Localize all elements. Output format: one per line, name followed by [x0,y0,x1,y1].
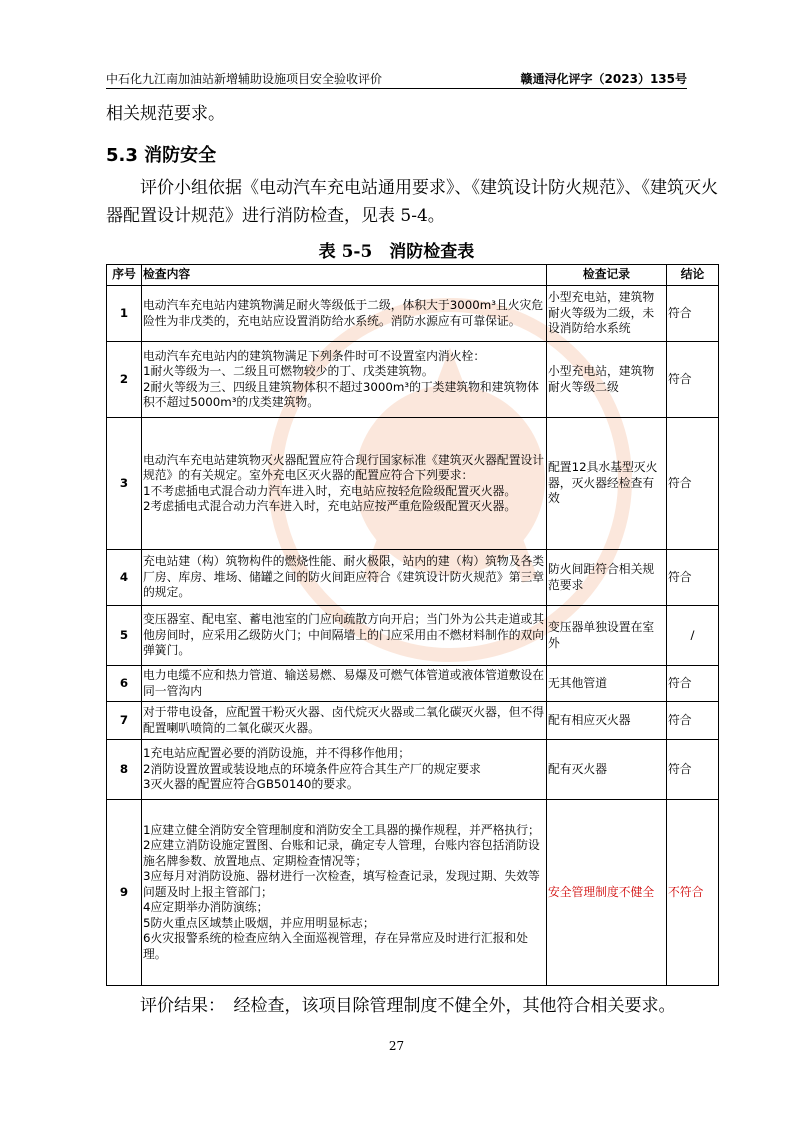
header-doc-number: 赣通浔化评字（2023）135号 [520,72,687,86]
table-row [107,800,719,986]
content-line: 4应定期举办消防演练； [143,900,269,915]
evaluation-result [106,994,736,1018]
content-line: 6火灾报警系统的检查应纳入全面巡视管理，存在异常应及时进行汇报和处理。 [143,931,529,961]
content-line: 2考虑插电式混合动力汽车进入时，充电站应按严重危险级配置灭火器。 [143,499,517,513]
row-number: 2 [107,342,142,418]
row-content [142,286,547,342]
table-row [107,666,719,702]
row-number: 6 [107,666,142,702]
row-number: 1 [107,286,142,342]
table-body [107,286,719,986]
table-row [107,702,719,740]
content-line: 1不考虑插电式混合动力汽车进入时，充电站应按轻危险级配置灭火器。 [143,483,517,498]
row-number: 8 [107,740,142,800]
row-content [142,606,547,666]
table-row [107,550,719,606]
row-number: 7 [107,702,142,740]
content-line: 电动汽车充电站内建筑物满足耐火等级低于二级，体积大于3000m³且火灾危险性为非戊类的，充电站应设置消防给水系统。消防水源应有可靠保证。 [143,298,544,328]
row-conclusion: 符合 [667,286,719,342]
row-conclusion: 符合 [667,418,719,550]
section-title: 消防安全 [144,145,217,166]
header-rule [106,88,687,89]
row-number: 9 [107,800,142,986]
row-number: 4 [107,550,142,606]
content-line: 电力电缆不应和热力管道、输送易燃、易爆及可燃气体管道或液体管道敷设在同一管沟内 [143,668,545,698]
content-line: 2耐火等级为三、四级且建筑物体积不超过3000m³的丁类建筑物和建筑物体积不超过5000m³的戊类建筑物。 [143,379,539,409]
table-row [107,606,719,666]
row-content [142,418,547,550]
content-line: 1充电站应配置必要的消防设施，并不得移作他用； [143,746,411,761]
content-line: 对于带电设备，应配置干粉灭火器、卤代烷灭火器或二氧化碳灭火器，但不得配置喇叭喷筒的二氧化碳灭火器。 [143,705,545,735]
header-no: 序号 [107,265,142,286]
header-conclusion: 结论 [667,265,719,286]
result-text: 评价结果： 经检查，该项目除管理制度不健全外，其他符合相关要求。 [140,996,676,1016]
content-line: 电动汽车充电站内的建筑物满足下列条件时可不设置室内消火栓： [143,348,486,363]
row-number: 5 [107,606,142,666]
row-conclusion: 符合 [667,666,719,702]
table-row [107,418,719,550]
content-line: 变压器室、配电室、蓄电池室的门应向疏散方向开启；当门外为公共走道或其他房间时，应采用乙级防火门；中间隔墙上的门应采用由不燃材料制作的双向弹簧门。 [143,612,545,658]
row-content [142,342,547,418]
content-line: 2应建立消防设施定置图、台账和记录，确定专人管理，台账内容包括消防设施名牌参数、放置地点、定期检查情况等； [143,838,540,868]
content-line: 5防火重点区域禁止吸烟，并应用明显标志； [143,915,375,930]
row-record: 安全管理制度不健全 [547,800,667,986]
content-line: 电动汽车充电站建筑物灭火器配置应符合现行国家标准《建筑灭火器配置设计规范》的有关规定。室外充电区灭火器的配置应符合下列要求： [143,452,545,482]
page-number: 27 [388,1039,405,1053]
row-content [142,740,547,800]
section-heading [106,141,216,167]
table-row [107,740,719,800]
row-conclusion: 符合 [667,342,719,418]
row-content [142,550,547,606]
row-content [142,702,547,740]
content-line: 3灭火器的配置应符合GB50140的要求。 [143,777,359,792]
row-conclusion: / [667,606,719,666]
row-record: 小型充电站，建筑物耐火等级二级 [547,342,667,418]
fire-inspection-table [106,264,719,986]
row-record: 防火间距符合相关规范要求 [547,550,667,606]
row-record: 无其他管道 [547,666,667,702]
row-content [142,666,547,702]
table-row [107,342,719,418]
page-header [106,66,687,88]
content-line: 3应每月对消防设施、器材进行一次检查，填写检查记录，发现过期、失效等问题及时上报主管部门； [143,869,540,899]
header-content: 检查内容 [142,265,547,286]
row-conclusion: 符合 [667,550,719,606]
row-content [142,800,547,986]
row-record: 变压器单独设置在室外 [547,606,667,666]
section-paragraph: 评价小组依据《电动汽车充电站通用要求》、《建筑设计防火规范》、《建筑灭火器配置设计规范》进行消防检查，见表 5-4。 [106,178,718,226]
intro-line: 相关规范要求。 [106,104,225,124]
row-record: 配有相应灭火器 [547,702,667,740]
table-header-row [107,265,719,286]
row-number: 3 [107,418,142,550]
row-conclusion: 不符合 [667,800,719,986]
section-number: 5.3 [106,145,138,166]
content-line: 1应建立健全消防安全管理制度和消防安全工具器的操作规程，并严格执行； [143,822,540,837]
content-line: 1耐火等级为一、二级且可燃物较少的丁、戊类建筑物。 [143,364,434,378]
content-line: 2消防设置放置或装设地点的环境条件应符合其生产厂的规定要求 [143,761,481,776]
row-record: 小型充电站，建筑物耐火等级为二级，未设消防给水系统 [547,286,667,342]
row-conclusion: 符合 [667,740,719,800]
row-record: 配置12具水基型灭火器，灭火器经检查有效 [547,418,667,550]
header-record: 检查记录 [547,265,667,286]
row-record: 配有灭火器 [547,740,667,800]
header-title: 中石化九江南加油站新增辅助设施项目安全验收评价 [106,72,383,86]
content-line: 充电站建（构）筑物构件的燃烧性能、耐火极限，站内的建（构）筑物及各类厂房、库房、堆场、储罐之间的防火间距应符合《建筑设计防火规范》第三章的规定。 [143,554,545,600]
table-row [107,286,719,342]
row-conclusion: 符合 [667,702,719,740]
table-caption: 表 5-5 消防检查表 [318,242,475,262]
